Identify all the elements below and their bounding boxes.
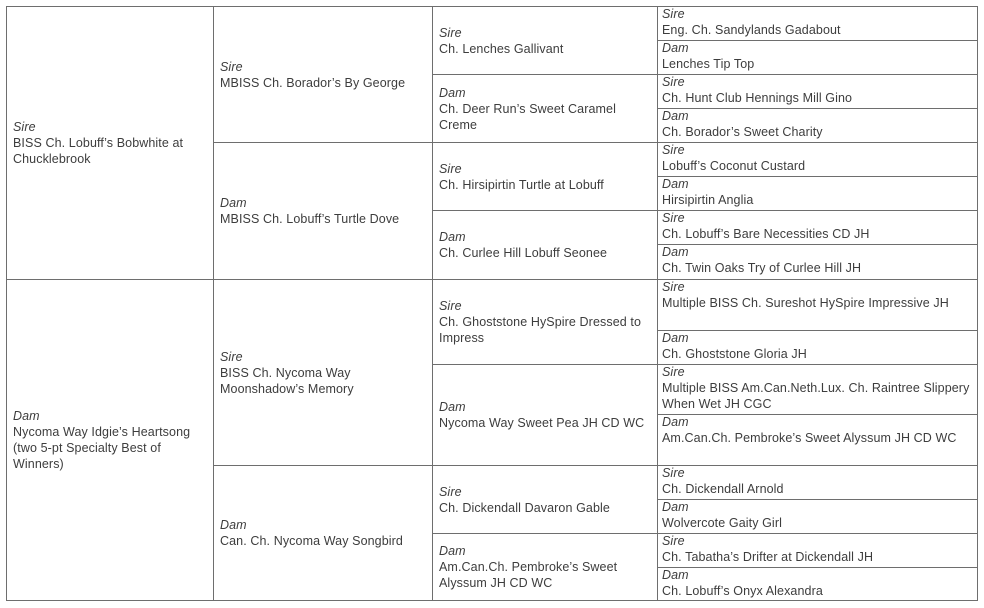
gen4-cell (657, 6, 978, 41)
gen3-role: Sire (439, 299, 462, 313)
gen4-cell (657, 364, 978, 415)
gen1-sire-cell (6, 6, 214, 280)
gen4-role: Dam (662, 41, 689, 55)
gen4-cell (657, 244, 978, 280)
gen4-name: Ch. Dickendall Arnold (662, 482, 784, 496)
gen3-cell (432, 364, 658, 466)
gen3-name: Nycoma Way Sweet Pea JH CD WC (439, 416, 645, 430)
gen4-role: Dam (662, 245, 689, 259)
gen2-role: Dam (220, 196, 247, 210)
gen4-role: Sire (662, 143, 685, 157)
gen3-cell (432, 74, 658, 143)
gen4-cell (657, 567, 978, 601)
gen3-cell (432, 210, 658, 280)
gen3-role: Dam (439, 400, 466, 414)
gen4-role: Dam (662, 500, 689, 514)
gen3-name: Ch. Deer Run’s Sweet Caramel Creme (439, 101, 616, 132)
gen2-role: Sire (220, 349, 243, 364)
gen3-cell (432, 142, 658, 211)
gen4-role: Dam (662, 177, 689, 191)
gen1-dam-cell (6, 279, 214, 601)
gen3-name: Ch. Dickendall Davaron Gable (439, 500, 610, 515)
gen4-cell (657, 499, 978, 534)
gen3-role: Dam (439, 544, 466, 558)
gen4-cell (657, 414, 978, 466)
gen4-cell (657, 74, 978, 109)
gen2-role: Dam (220, 518, 247, 532)
gen2-role: Sire (220, 59, 243, 74)
gen4-name: Hirsipirtin Anglia (662, 193, 754, 207)
gen4-role: Dam (662, 109, 689, 123)
gen4-name: Ch. Ghoststone Gloria JH (662, 347, 807, 361)
gen4-role: Dam (662, 331, 689, 345)
gen4-role: Sire (662, 466, 685, 480)
gen1-dam-name: Nycoma Way Idgie’s Heartsong (13, 425, 191, 439)
gen2-name: Can. Ch. Nycoma Way Songbird (220, 534, 403, 548)
gen3-cell (432, 279, 658, 365)
gen3-cell (432, 533, 658, 601)
gen2-cell (213, 279, 433, 466)
gen1-dam-note: (two 5-pt Specialty Best of Winners) (13, 441, 161, 471)
gen2-cell (213, 6, 433, 143)
gen4-role: Sire (662, 7, 685, 21)
gen4-name: Ch. Twin Oaks Try of Curlee Hill JH (662, 261, 862, 275)
gen4-cell (657, 533, 978, 568)
gen3-name: Ch. Hirsipirtin Turtle at Lobuff (439, 177, 604, 192)
gen4-cell (657, 465, 978, 500)
gen2-name: MBISS Ch. Borador’s By George (220, 75, 406, 90)
gen4-cell (657, 279, 978, 331)
gen4-role: Sire (662, 211, 685, 225)
gen3-role: Dam (439, 230, 466, 244)
gen4-role: Sire (662, 280, 685, 294)
gen4-cell (657, 210, 978, 245)
gen2-name: BISS Ch. Nycoma Way Moonshadow’s Memory (220, 365, 354, 396)
gen3-cell (432, 6, 658, 75)
gen4-name: Ch. Lobuff’s Bare Necessities CD JH (662, 227, 870, 241)
gen1-sire-role: Sire (13, 120, 36, 134)
gen4-cell (657, 142, 978, 177)
gen1-sire-name: BISS Ch. Lobuff’s Bobwhite at Chucklebrook (13, 136, 184, 166)
gen3-role: Sire (439, 25, 462, 40)
gen4-role: Dam (662, 568, 689, 582)
gen4-name: Multiple BISS Am.Can.Neth.Lux. Ch. Raintree Slippery When Wet JH CGC (662, 381, 970, 411)
gen4-role: Sire (662, 365, 685, 379)
gen3-name: Ch. Lenches Gallivant (439, 41, 564, 56)
gen4-name: Ch. Tabatha’s Drifter at Dickendall JH (662, 550, 874, 564)
gen4-cell (657, 108, 978, 143)
gen2-cell (213, 465, 433, 601)
gen3-cell (432, 465, 658, 534)
gen4-name: Am.Can.Ch. Pembroke’s Sweet Alyssum JH CD WC (662, 431, 957, 445)
gen2-name: MBISS Ch. Lobuff’s Turtle Dove (220, 212, 400, 226)
gen4-name: Multiple BISS Ch. Sureshot HySpire Impressive JH (662, 296, 949, 310)
gen3-role: Sire (439, 484, 462, 499)
gen3-name: Ch. Ghoststone HySpire Dressed to Impress (439, 315, 641, 345)
gen4-cell (657, 40, 978, 75)
gen4-name: Eng. Ch. Sandylands Gadabout (662, 23, 841, 37)
gen4-cell (657, 330, 978, 365)
gen4-name: Lenches Tip Top (662, 57, 755, 71)
gen3-role: Sire (439, 161, 462, 176)
gen4-role: Dam (662, 415, 689, 429)
gen2-cell (213, 142, 433, 280)
gen3-role: Dam (439, 85, 466, 100)
gen4-name: Lobuff’s Coconut Custard (662, 159, 806, 173)
gen1-dam-role: Dam (13, 409, 40, 423)
gen4-name: Wolvercote Gaity Girl (662, 516, 782, 530)
gen4-name: Ch. Hunt Club Hennings Mill Gino (662, 91, 853, 105)
gen4-name: Ch. Borador’s Sweet Charity (662, 125, 823, 139)
gen4-role: Sire (662, 534, 685, 548)
gen3-name: Ch. Curlee Hill Lobuff Seonee (439, 246, 608, 260)
gen4-role: Sire (662, 75, 685, 89)
gen3-name: Am.Can.Ch. Pembroke’s Sweet Alyssum JH CD WC (439, 560, 618, 590)
gen4-name: Ch. Lobuff’s Onyx Alexandra (662, 584, 823, 598)
gen4-cell (657, 176, 978, 211)
